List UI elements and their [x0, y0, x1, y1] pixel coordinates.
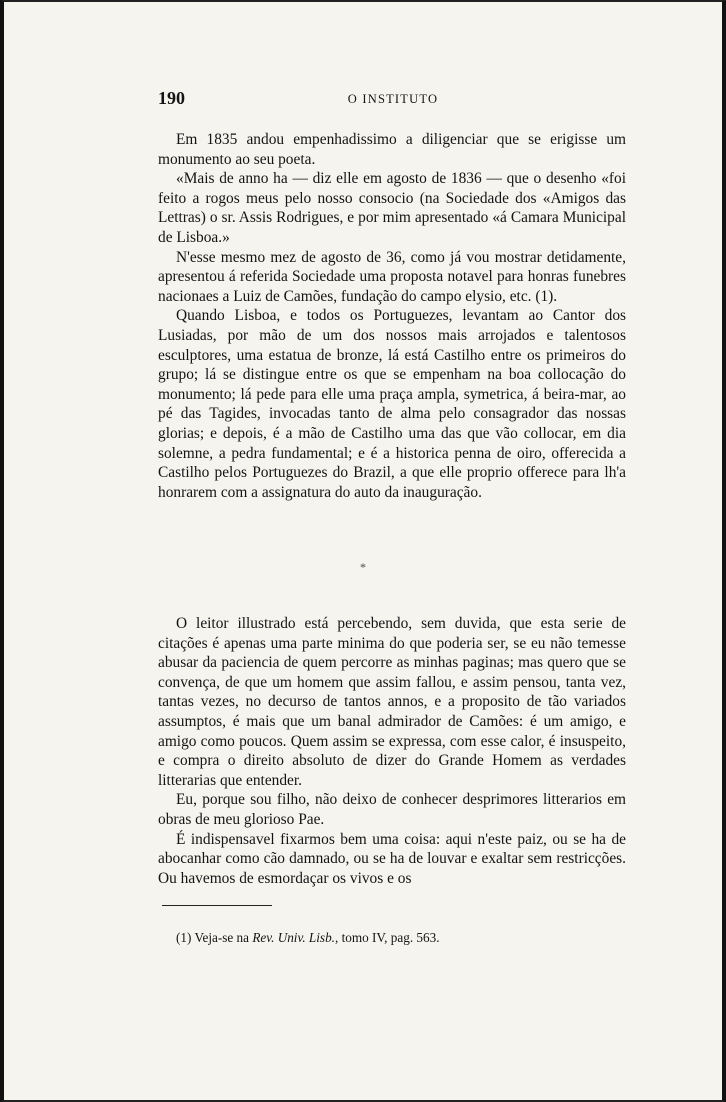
- running-title: O INSTITUTO: [347, 92, 439, 106]
- section-separator: *: [360, 560, 366, 574]
- footnote-source-title: Rev. Univ. Lisb.: [252, 930, 335, 945]
- page-number: 190: [158, 88, 185, 108]
- footnote-text: Veja-se na: [194, 930, 250, 945]
- paragraph: Eu, porque sou filho, não deixo de conhecer desprimores litterarios em obras de meu glorioso Pae.: [158, 791, 626, 828]
- body-text-section-1: [158, 130, 626, 502]
- paragraph: Quando Lisboa, e todos os Portuguezes, levantam ao Cantor dos Lusiadas, por mão de um dos nossos mais arrojados e talentosos esculptores, uma estatua de bronze, lá está Castilho entre os primeiros do grupo; lá se distingue entre os que se empenham na boa collocação do monumento; lá pede para elle uma praça ampla, symetrica, á beira-mar, ao pé das Tagides, invocadas tanto de alma pelo consagrador das nossas glorias; e depois, é a mão de Castilho uma das que vão collocar, em dia solemne, a pedra fundamental; e é a historica penna de oiro, offerecida a Castilho pelos Portuguezes do Brazil, a que elle proprio offerece para lh'a honrarem com a assignatura do auto da inauguração.: [158, 307, 626, 501]
- paragraph-quotation: «Mais de anno ha — diz elle em agosto de 1836 — que o desenho «foi feito a rogos meus pelo nosso consocio (na Sociedade dos «Amigos das Lettras) o sr. Assis Rodrigues, e por mim apresentado «á Camara Municipal de Lisboa.»: [158, 170, 626, 246]
- footnote-rule: [162, 905, 272, 906]
- footnote-marker: (1): [176, 930, 192, 945]
- footnote: [176, 930, 616, 946]
- paragraph: N'esse mesmo mez de agosto de 36, como já vou mostrar detidamente, apresentou á referida Sociedade uma proposta notavel para honras funebres nacionaes a Luiz de Camões, fundação do campo elysio, etc. (1).: [158, 248, 626, 305]
- paragraph: Em 1835 andou empenhadissimo a diligenciar que se erigisse um monumento ao seu poeta.: [158, 131, 626, 168]
- footnote-reference: , tomo IV, pag. 563.: [334, 930, 440, 945]
- body-text-section-2: [158, 614, 626, 888]
- paragraph: É indispensavel fixarmos bem uma coisa: aqui n'este paiz, ou se ha de abocanhar como cão damnado, ou se ha de louvar e exaltar sem restricções. Ou havemos de esmordaçar os vivos e os: [158, 830, 626, 887]
- page-header: [158, 88, 628, 112]
- paragraph: O leitor illustrado está percebendo, sem duvida, que esta serie de citações é apenas uma parte minima do que poderia ser, se eu não temesse abusar da paciencia de quem percorre as minhas paginas; mas quero que se convença, de que um homem que assim fallou, e assim pensou, tanta vez, tantas vezes, no decurso de tantos annos, e a proposito de tão variados assumptos, é mais que um banal admirador de Camões: é um amigo, e amigo como poucos. Quem assim se expressa, com esse calor, é insuspeito, e compra o direito absoluto de dizer do Grande Homem as verdades litterarias que entender.: [158, 615, 626, 789]
